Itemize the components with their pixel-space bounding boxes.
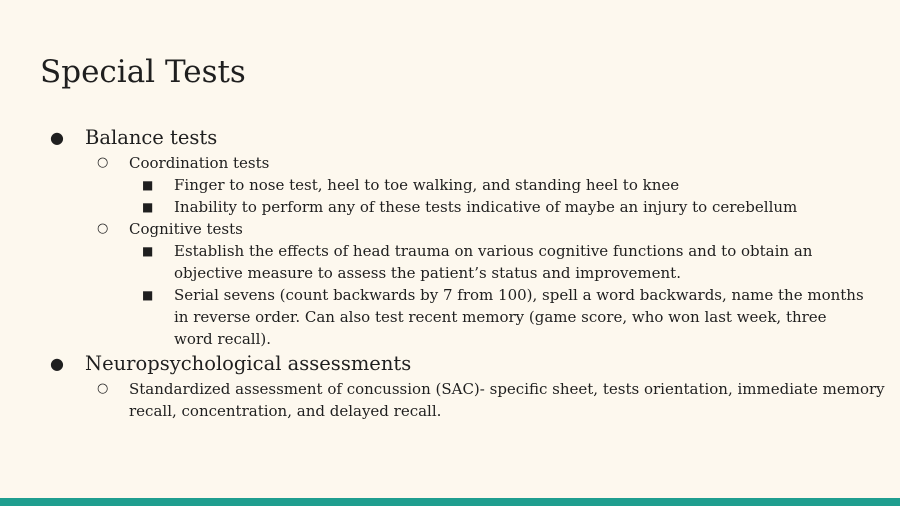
filled-circle-bullet-icon: ● (50, 128, 64, 147)
sub-bullet-item-sac (0, 378, 900, 422)
square-bullet-icon: ■ (142, 288, 154, 302)
bullet-text: Finger to nose test, heel to toe walking, and standing heel to knee (174, 176, 680, 194)
accent-bar (0, 498, 900, 506)
sub-sub-bullet-item (0, 174, 900, 196)
square-bullet-icon: ■ (142, 200, 154, 214)
slide-body (0, 124, 900, 422)
hollow-circle-bullet-icon: ○ (97, 381, 109, 396)
sub-sub-bullet-item (0, 240, 900, 284)
hollow-circle-bullet-icon: ○ (97, 221, 109, 236)
bullet-text: Balance tests (85, 126, 218, 149)
square-bullet-icon: ■ (142, 244, 154, 258)
sub-bullet-item-cognitive-tests (0, 218, 900, 240)
slide-title: Special Tests (40, 54, 246, 90)
filled-circle-bullet-icon: ● (50, 354, 64, 373)
hollow-circle-bullet-icon: ○ (97, 155, 109, 170)
bullet-text: Inability to perform any of these tests indicative of maybe an injury to cerebellum (174, 198, 798, 216)
sub-bullet-item-coordination-tests (0, 152, 900, 174)
bullet-text: Establish the effects of head trauma on various cognitive functions and to obtain an objective measure to assess the patient’s status and improvement. (174, 242, 813, 282)
bullet-text: Neuropsychological assessments (85, 352, 412, 375)
bullet-text: Coordination tests (129, 154, 270, 172)
bullet-item-balance-tests (0, 124, 900, 152)
bullet-text: Cognitive tests (129, 220, 243, 238)
bullet-item-neuropsychological-assessments (0, 350, 900, 378)
square-bullet-icon: ■ (142, 178, 154, 192)
sub-sub-bullet-item (0, 284, 900, 350)
bullet-text: Serial sevens (count backwards by 7 from 100), spell a word backwards, name the months in reverse order. Can also test recent memory (game score, who won last week, three word recall). (174, 286, 864, 348)
bullet-text: Standardized assessment of concussion (SAC)- specific sheet, tests orientation, immediate memory recall, concentration, and delayed recall. (129, 380, 885, 420)
sub-sub-bullet-item (0, 196, 900, 218)
